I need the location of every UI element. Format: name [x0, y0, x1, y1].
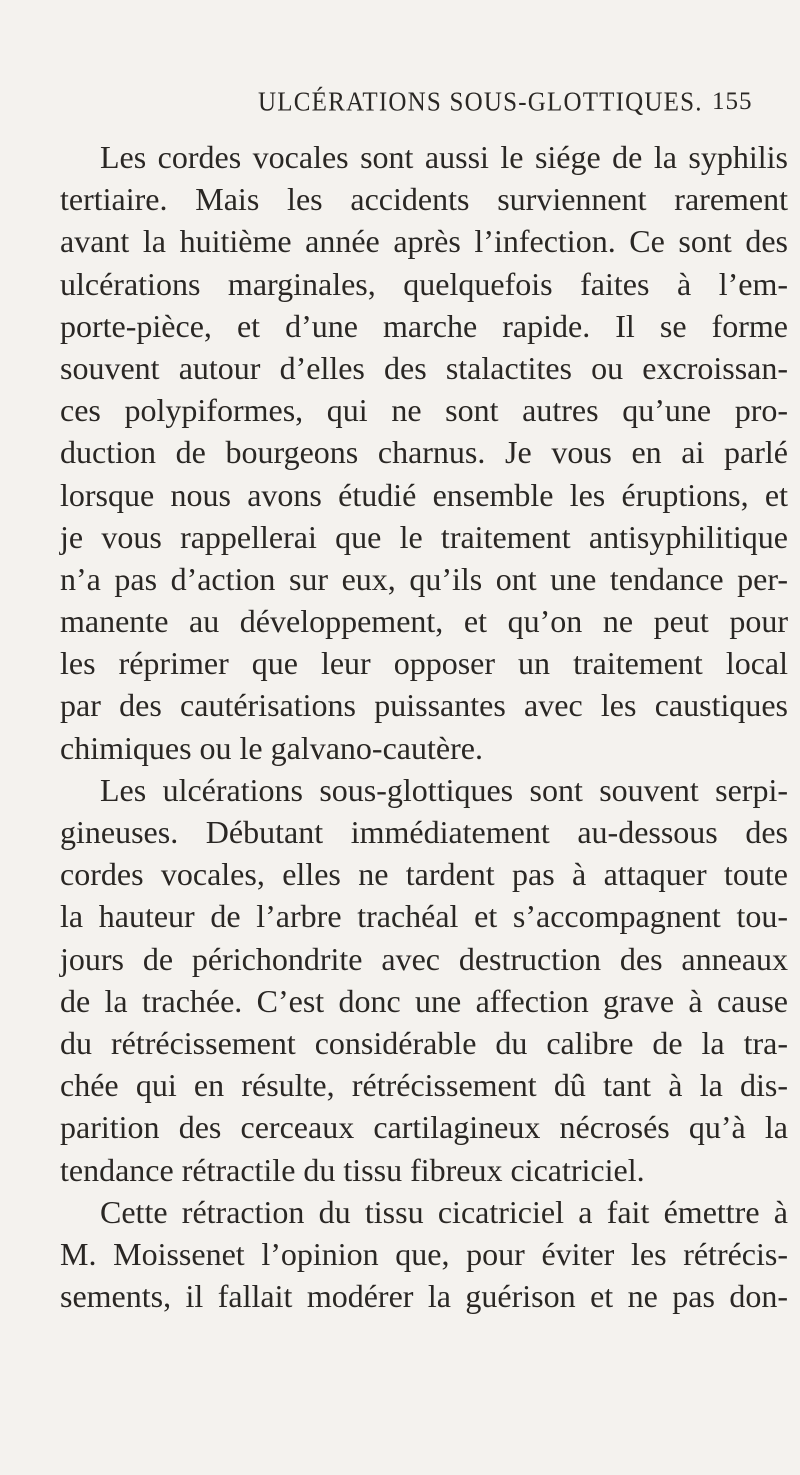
text-line: par des cautérisations puissantes avec les caustiques	[60, 687, 788, 724]
text-line: je vous rappellerai que le traitement antisyphilitique	[60, 518, 788, 555]
page-number: 155	[712, 88, 753, 115]
text-line: ulcérations marginales, quelquefois faites à l’em-	[60, 265, 788, 302]
body-text	[60, 136, 788, 1317]
text-line: porte-pièce, et d’une marche rapide. Il se forme	[60, 307, 788, 344]
text-line: chimiques ou le galvano-cautère.	[60, 729, 483, 766]
text-line: gineuses. Débutant immédiatement au-dessous des	[60, 814, 788, 850]
text-line: jours de périchondrite avec destruction des anneaux	[60, 940, 788, 977]
text-line: Les cordes vocales sont aussi le siége de la syphilis	[100, 139, 788, 175]
text-line: M. Moissenet l’opinion que, pour éviter les rétrécis-	[60, 1235, 788, 1272]
running-title: ULCÉRATIONS SOUS-GLOTTIQUES.	[258, 88, 703, 118]
text-line: avant la huitième année après l’infection. Ce sont des	[60, 223, 788, 260]
text-line: cordes vocales, elles ne tardent pas à attaquer toute	[60, 856, 788, 893]
text-line: souvent autour d’elles des stalactites ou excroissan-	[60, 349, 788, 386]
text-line: les réprimer que leur opposer un traitement local	[60, 645, 788, 682]
text-line: lorsque nous avons étudié ensemble les éruptions, et	[60, 476, 788, 513]
running-head	[0, 88, 800, 128]
text-line: sements, il fallait modérer la guérison et ne pas don-	[60, 1278, 788, 1315]
text-line: tendance rétractile du tissu fibreux cicatriciel.	[60, 1151, 645, 1188]
text-line: de la trachée. C’est donc une affection grave à cause	[60, 982, 788, 1019]
text-line: du rétrécissement considérable du calibre de la tra-	[60, 1024, 788, 1061]
text-line: duction de bourgeons charnus. Je vous en ai parlé	[60, 434, 788, 471]
text-line: n’a pas d’action sur eux, qu’ils ont une tendance per-	[60, 560, 788, 597]
text-line: chée qui en résulte, rétrécissement dû tant à la dis-	[60, 1067, 788, 1104]
text-line: Cette rétraction du tissu cicatriciel a fait émettre à	[100, 1193, 788, 1230]
text-line: parition des cerceaux cartilagineux nécrosés qu’à la	[60, 1109, 788, 1146]
text-line: manente au développement, et qu’on ne peut pour	[60, 603, 788, 640]
text-line: Les ulcérations sous-glottiques sont souvent serpi-	[100, 771, 788, 808]
text-line: la hauteur de l’arbre trachéal et s’accompagnent tou-	[60, 898, 788, 935]
text-line: tertiaire. Mais les accidents surviennent rarement	[60, 181, 788, 218]
text-line: ces polypiformes, qui ne sont autres qu’une pro-	[60, 392, 788, 429]
